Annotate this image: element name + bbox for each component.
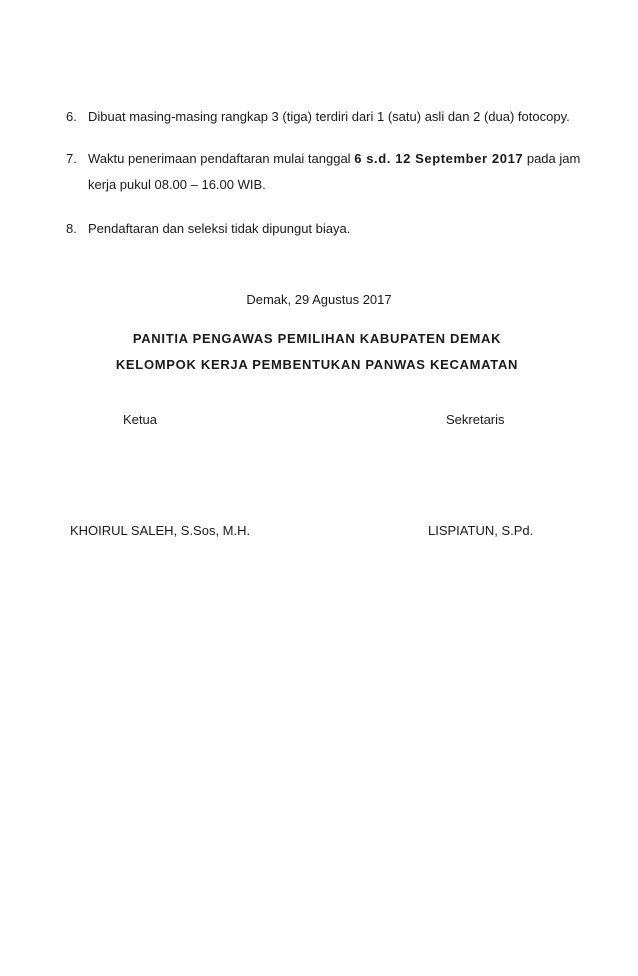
list-item-8	[66, 216, 586, 242]
secretary-title: Sekretaris	[446, 412, 505, 427]
list-text: Pendaftaran dan seleksi tidak dipungut biaya.	[88, 221, 351, 236]
chair-title: Ketua	[123, 412, 157, 427]
list-number: 6.	[66, 109, 77, 124]
list-text	[88, 146, 586, 198]
list-item-7	[66, 146, 586, 198]
organization-name: PANITIA PENGAWAS PEMILIHAN KABUPATEN DEMAK	[132, 331, 502, 346]
list-text-after: pada jam kerja pukul 08.00 – 16.00 WIB.	[88, 151, 581, 192]
list-number: 8.	[66, 221, 77, 236]
chair-name: KHOIRUL SALEH, S.Sos, M.H.	[70, 523, 251, 538]
registration-date-range: 6 s.d. 12 September 2017	[354, 151, 524, 166]
list-number: 7.	[66, 151, 77, 166]
secretary-name: LISPIATUN, S.Pd.	[428, 523, 534, 538]
list-item-6	[66, 104, 586, 130]
list-text: Dibuat masing-masing rangkap 3 (tiga) terdiri dari 1 (satu) asli dan 2 (dua) fotocopy.	[88, 109, 570, 124]
organization-subunit: KELOMPOK KERJA PEMBENTUKAN PANWAS KECAMATAN	[115, 357, 519, 372]
list-text-before: Waktu penerimaan pendaftaran mulai tanggal	[88, 151, 355, 166]
place-date: Demak, 29 Agustus 2017	[246, 292, 392, 307]
